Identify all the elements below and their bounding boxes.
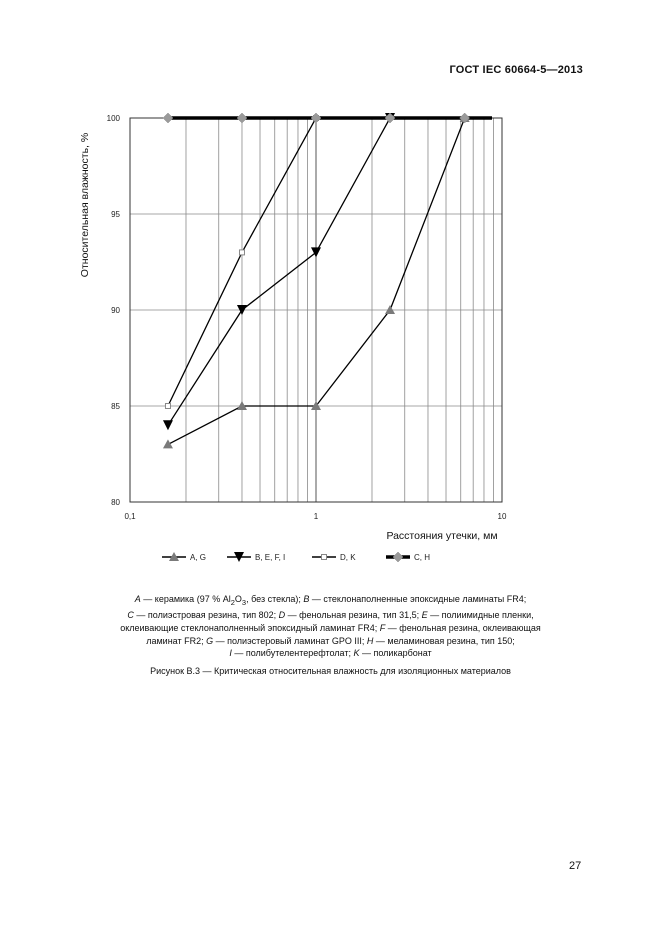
data-point-diamond xyxy=(393,552,403,562)
legend-item xyxy=(312,553,356,562)
caption-line-4: ламинат FR2; G — полиэстеровый ламинат GPO III; H — меламиновая резина, тип 150; xyxy=(146,635,515,646)
y-axis-label: Относительная влажность, % xyxy=(79,132,91,278)
caption-line-1: A — керамика (97 % $Al_2O_3$, без стекла); B — стеклонаполненные эпоксидные ламинаты FR4; xyxy=(134,594,527,607)
document-header: ГОСТ IEC 60664-5—2013 xyxy=(449,64,583,76)
x-tick-label: 10 xyxy=(497,512,507,521)
legend-label: B, E, F, I xyxy=(255,553,286,562)
y-tick-label: 95 xyxy=(111,210,120,219)
y-tick-label: 80 xyxy=(111,498,120,507)
legend-label: D, K xyxy=(340,553,356,562)
data-point-diamond xyxy=(163,113,173,123)
data-point-diamond xyxy=(237,113,247,123)
data-point-square xyxy=(165,404,170,409)
y-tick-label: 100 xyxy=(106,114,120,123)
legend-item xyxy=(386,552,430,562)
legend-item xyxy=(162,552,206,562)
caption-line-2: C — полиэстровая резина, тип 802; D — фенольная резина, тип 31,5; E — полиимидные пленки, xyxy=(127,610,534,621)
data-point-diamond xyxy=(311,113,321,123)
figure-title: Рисунок В.3 — Критическая относительная влажность для изоляционных материалов xyxy=(150,666,511,676)
y-tick-label: 90 xyxy=(111,306,120,315)
y-tick-label: 85 xyxy=(111,402,120,411)
legend-label: A, G xyxy=(190,553,207,562)
page-number: 27 xyxy=(569,860,582,872)
x-tick-label: 1 xyxy=(313,512,319,521)
data-point-triangle-down xyxy=(163,420,173,430)
data-point-triangle-up xyxy=(163,439,173,448)
caption-line-5: I — полибутелентерефтолат; K — поликарбонат xyxy=(229,648,432,659)
data-point-square xyxy=(322,555,327,560)
figure-legend-caption xyxy=(62,593,599,660)
legend-item xyxy=(227,552,285,562)
data-point-triangle-up xyxy=(385,305,395,314)
x-axis-label: Расстояния утечки, мм xyxy=(386,530,498,542)
data-point-square xyxy=(239,250,244,255)
series-line xyxy=(168,118,390,425)
x-tick-label: 0,1 xyxy=(124,512,136,521)
legend-label: C, H xyxy=(414,553,430,562)
caption-line-3: оклеивающие стеклонаполненный эпоксидный ламинат FR4; F — фенольная резина, оклеивающая xyxy=(120,622,541,633)
